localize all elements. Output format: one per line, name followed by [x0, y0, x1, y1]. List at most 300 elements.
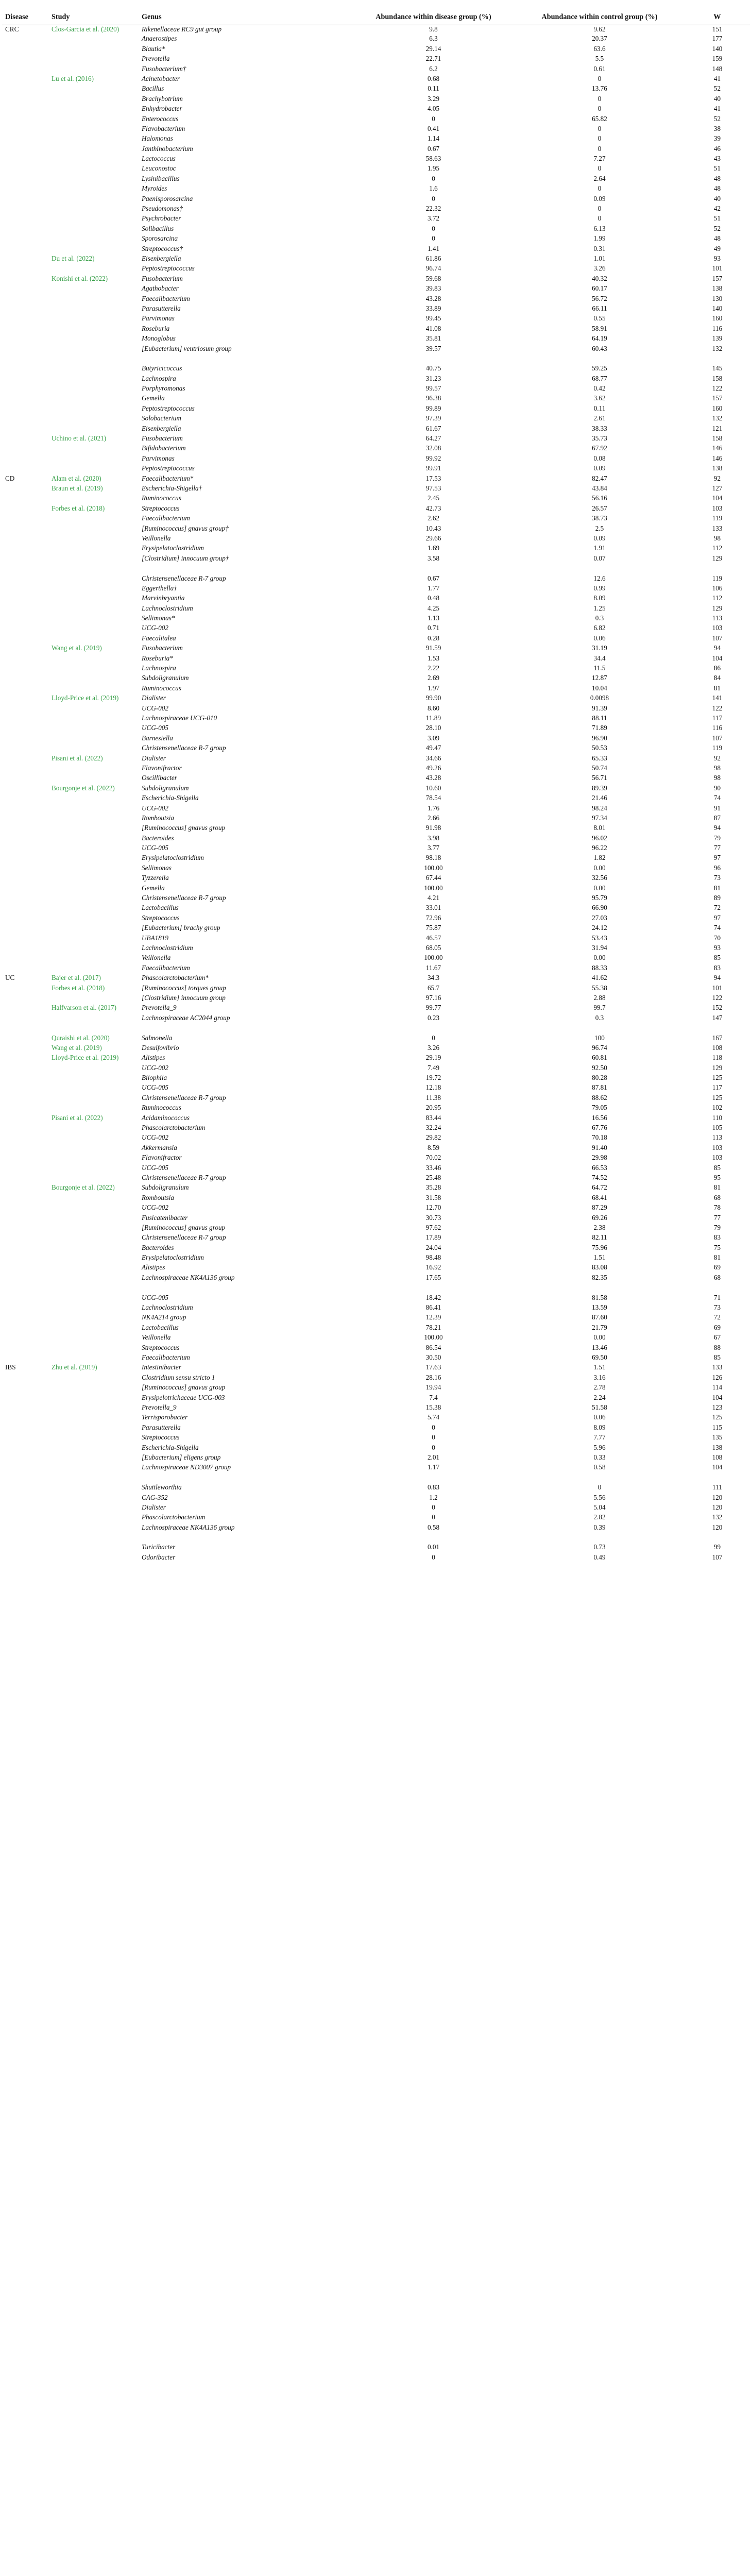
abundance-control-cell: 58.91 [592, 324, 607, 332]
disease-cell [2, 834, 48, 844]
disease-cell [2, 714, 48, 724]
header-disease: Disease [2, 4, 48, 25]
abundance-disease-cell: 4.05 [427, 105, 440, 113]
abundance-disease-cell: 17.65 [425, 1273, 441, 1281]
disease-cell [2, 724, 48, 734]
abundance-disease-cell: 17.53 [425, 474, 441, 482]
table-row [2, 694, 750, 704]
abundance-control-cell: 43.84 [592, 484, 607, 492]
w-statistic-cell: 93 [713, 254, 721, 262]
abundance-control-cell: 0.42 [593, 384, 606, 393]
study-cell [48, 844, 139, 854]
table-row [2, 245, 750, 255]
genus-cell: Romboutsia [142, 1193, 175, 1201]
abundance-disease-cell: 11.67 [425, 963, 441, 972]
abundance-disease-cell: 7.4 [429, 1393, 438, 1401]
disease-cell [2, 1144, 48, 1154]
disease-cell [2, 84, 48, 94]
abundance-control-cell: 13.59 [592, 1303, 607, 1312]
table-row [2, 1174, 750, 1183]
disease-cell [2, 954, 48, 963]
abundance-control-cell: 91.39 [592, 704, 607, 712]
w-statistic-cell: 138 [712, 284, 723, 293]
genus-cell: Fusobacterium [142, 644, 183, 652]
table-row [2, 1253, 750, 1263]
abundance-disease-cell: 0 [432, 1443, 435, 1451]
w-statistic-cell: 105 [712, 1124, 723, 1132]
abundance-disease-cell: 24.04 [425, 1243, 441, 1251]
genus-cell: [Ruminococcus] gnavus group [142, 1223, 226, 1231]
abundance-control-cell: 34.4 [593, 654, 606, 662]
abundance-disease-cell: 68.05 [425, 943, 441, 952]
disease-cell [2, 404, 48, 414]
abundance-disease-cell: 99.57 [425, 384, 441, 393]
abundance-disease-cell: 3.26 [427, 1043, 440, 1052]
study-cell: Braun et al. (2019) [52, 484, 103, 492]
table-row [2, 1494, 750, 1503]
abundance-control-cell: 95.79 [592, 894, 607, 902]
abundance-control-cell: 59.25 [592, 364, 607, 372]
disease-cell [2, 644, 48, 654]
genus-cell: Anaerostipes [142, 35, 177, 43]
genus-cell: Brachybotrium [142, 94, 183, 103]
study-cell [48, 674, 139, 684]
table-row [2, 1363, 750, 1373]
genus-cell: Streptococcus [142, 504, 180, 512]
table-row [2, 125, 750, 134]
abundance-disease-cell: 99.77 [425, 1004, 441, 1012]
study-cell [48, 394, 139, 404]
table-row [2, 1503, 750, 1513]
abundance-disease-cell: 99.45 [425, 314, 441, 323]
genus-cell: Lachnospira [142, 664, 176, 672]
abundance-control-cell: 21.79 [592, 1323, 607, 1331]
abundance-disease-cell: 99.89 [425, 404, 441, 412]
study-cell [48, 1164, 139, 1174]
abundance-disease-cell: 0.28 [427, 634, 440, 642]
genus-cell: [Ruminococcus] gnavus group† [142, 524, 229, 532]
abundance-disease-cell: 20.95 [425, 1104, 441, 1112]
table-row [2, 1394, 750, 1403]
disease-cell [2, 854, 48, 863]
genus-cell: Prevotella_9 [142, 1403, 177, 1411]
abundance-disease-cell: 7.49 [427, 1063, 440, 1072]
w-statistic-cell: 151 [712, 25, 723, 33]
abundance-disease-cell: 39.57 [425, 344, 441, 352]
w-statistic-cell: 40 [713, 94, 721, 103]
abundance-disease-cell: 99.92 [425, 454, 441, 462]
study-cell [48, 864, 139, 874]
abundance-disease-cell: 22.32 [425, 205, 441, 213]
disease-cell [2, 694, 48, 704]
study-cell [48, 1383, 139, 1393]
abundance-control-cell: 0.58 [593, 1463, 606, 1471]
abundance-control-cell: 6.82 [593, 624, 606, 632]
genus-cell: [Ruminococcus] torques group [142, 984, 226, 992]
study-cell [48, 84, 139, 94]
genus-cell: UCG-002 [142, 1133, 169, 1142]
w-statistic-cell: 94 [713, 644, 721, 652]
w-statistic-cell: 129 [712, 1063, 723, 1072]
table-row [2, 634, 750, 644]
abundance-control-cell: 0.07 [593, 554, 606, 562]
genus-cell: Bacteroides [142, 834, 174, 842]
genus-cell: Paenisporosarcina [142, 194, 193, 202]
disease-cell [2, 434, 48, 444]
abundance-control-cell: 0 [597, 74, 602, 82]
disease-cell [2, 1274, 48, 1294]
study-cell [48, 914, 139, 924]
abundance-control-cell: 38.73 [592, 514, 607, 522]
w-statistic-cell: 41 [713, 105, 721, 113]
genus-cell: UCG-005 [142, 844, 169, 852]
abundance-disease-cell: 58.63 [425, 155, 441, 163]
genus-cell: Erysipelatoclostridium [142, 544, 204, 552]
study-cell: Halfvarson et al. (2017) [52, 1004, 116, 1012]
study-cell [48, 874, 139, 884]
table-row [2, 854, 750, 863]
study-cell [48, 1244, 139, 1253]
table-row [2, 1523, 750, 1544]
w-statistic-cell: 112 [712, 544, 723, 552]
abundance-disease-cell: 1.17 [427, 1463, 440, 1471]
abundance-disease-cell: 75.87 [425, 924, 441, 932]
genus-cell: Lachnoclostridium [142, 943, 193, 952]
w-statistic-cell: 118 [712, 1054, 723, 1062]
study-cell: Wang et al. (2019) [52, 644, 102, 652]
disease-cell [2, 734, 48, 744]
table-row [2, 914, 750, 924]
table-row [2, 145, 750, 155]
w-statistic-cell: 41 [713, 74, 721, 82]
genus-cell: Parvimonas [142, 454, 175, 462]
abundance-control-cell: 2.38 [593, 1223, 606, 1231]
abundance-disease-cell: 91.59 [425, 644, 441, 652]
study-cell [48, 145, 139, 155]
w-statistic-cell: 129 [712, 604, 723, 612]
study-cell [48, 964, 139, 974]
study-cell [48, 544, 139, 554]
genus-cell: UCG-005 [142, 1083, 169, 1092]
genus-cell: Acidaminococcus [142, 1113, 190, 1122]
study-cell [48, 614, 139, 624]
disease-cell [2, 1294, 48, 1303]
abundance-disease-cell: 6.3 [429, 35, 438, 43]
study-cell [48, 574, 139, 584]
study-cell [48, 175, 139, 184]
genus-cell: Lachnospiraceae UCG-010 [142, 714, 217, 722]
genus-cell: Odoribacter [142, 1553, 176, 1561]
abundance-control-cell: 9.62 [593, 25, 606, 33]
w-statistic-cell: 49 [713, 244, 721, 252]
abundance-disease-cell: 17.63 [425, 1363, 441, 1371]
abundance-control-cell: 1.01 [593, 254, 606, 262]
table-row [2, 425, 750, 434]
abundance-disease-cell: 3.09 [427, 734, 440, 742]
table-row [2, 644, 750, 654]
w-statistic-cell: 81 [713, 684, 721, 692]
w-statistic-cell: 138 [712, 1443, 723, 1451]
study-cell: Uchino et al. (2021) [52, 434, 107, 443]
abundance-disease-cell: 0.83 [427, 1483, 440, 1492]
table-row [2, 534, 750, 544]
abundance-control-cell: 0 [597, 124, 602, 132]
w-statistic-cell: 110 [712, 1113, 723, 1122]
table-row [2, 934, 750, 944]
w-statistic-cell: 85 [713, 954, 721, 962]
abundance-disease-cell: 42.73 [425, 504, 441, 512]
w-statistic-cell: 119 [712, 744, 723, 752]
genus-cell: Bilophila [142, 1074, 167, 1082]
table-row [2, 1553, 750, 1563]
abundance-disease-cell: 0.58 [427, 1523, 440, 1531]
w-statistic-cell: 115 [712, 1423, 723, 1431]
disease-cell [2, 1064, 48, 1074]
abundance-control-cell: 0.06 [593, 634, 606, 642]
abundance-disease-cell: 83.44 [425, 1113, 441, 1122]
w-statistic-cell: 167 [712, 1033, 723, 1042]
genus-cell: Alistipes [142, 1054, 165, 1062]
disease-cell [2, 774, 48, 784]
w-statistic-cell: 132 [712, 344, 723, 352]
genus-cell: Romboutsia [142, 814, 175, 822]
genus-cell: UCG-005 [142, 1293, 169, 1301]
table-row [2, 1274, 750, 1294]
genus-cell: Alistipes [142, 1263, 165, 1272]
study-cell [48, 125, 139, 134]
study-cell [48, 944, 139, 954]
abundance-control-cell: 0.00 [593, 1333, 606, 1342]
genus-cell: Christensenellaceae R-7 group [142, 894, 226, 902]
abundance-disease-cell: 0.23 [427, 1013, 440, 1022]
abundance-disease-cell: 0 [432, 174, 435, 182]
w-statistic-cell: 123 [712, 1403, 723, 1411]
genus-cell: Subdoligranulum [142, 674, 189, 682]
disease-cell [2, 375, 48, 384]
genus-cell: [Eubacterium] eligens group [142, 1453, 221, 1461]
study-cell: Pisani et al. (2022) [52, 754, 103, 762]
study-cell [48, 1224, 139, 1233]
study-cell [48, 205, 139, 214]
genus-cell: Shuttleworthia [142, 1483, 182, 1492]
table-row [2, 414, 750, 424]
header-abundance-disease: Abundance within disease group (%) [352, 4, 515, 25]
disease-cell: CRC [5, 25, 19, 33]
abundance-control-cell: 81.58 [592, 1293, 607, 1301]
table-row [2, 375, 750, 384]
study-cell [48, 624, 139, 634]
genus-cell: Prevotella_9 [142, 1004, 177, 1012]
abundance-control-cell: 32.56 [592, 874, 607, 882]
disease-cell [2, 1433, 48, 1443]
study-cell: Quraishi et al. (2020) [52, 1033, 110, 1042]
w-statistic-cell: 70 [713, 934, 721, 942]
abundance-control-cell: 100 [594, 1033, 605, 1042]
abundance-disease-cell: 0 [432, 234, 435, 243]
disease-cell [2, 245, 48, 255]
abundance-disease-cell: 4.25 [427, 604, 440, 612]
disease-cell [2, 1423, 48, 1433]
genus-cell: Lactococcus [142, 155, 176, 163]
disease-cell [2, 1483, 48, 1493]
genus-cell: Lachnospiraceae ND3007 group [142, 1463, 231, 1471]
table-row [2, 604, 750, 614]
table-row [2, 964, 750, 974]
w-statistic-cell: 158 [712, 374, 723, 382]
genus-cell: Lysinibacillus [142, 174, 180, 182]
disease-cell [2, 255, 48, 264]
table-row [2, 45, 750, 55]
genus-cell: Oscillibacter [142, 774, 177, 782]
w-statistic-cell: 93 [713, 943, 721, 952]
genus-cell: Dialister [142, 1503, 166, 1511]
study-cell [48, 554, 139, 574]
w-statistic-cell: 148 [712, 64, 723, 73]
study-cell: Wang et al. (2019) [52, 1043, 102, 1052]
disease-cell [2, 164, 48, 174]
w-statistic-cell: 146 [712, 454, 723, 462]
abundance-control-cell: 21.46 [592, 794, 607, 802]
abundance-disease-cell: 1.77 [427, 584, 440, 592]
table-row [2, 444, 750, 454]
study-cell [48, 894, 139, 904]
disease-cell [2, 364, 48, 374]
w-statistic-cell: 140 [712, 44, 723, 53]
genus-cell: Streptococcus [142, 1343, 180, 1351]
table-row [2, 524, 750, 534]
disease-cell: IBS [5, 1363, 16, 1371]
abundance-control-cell: 74.52 [592, 1173, 607, 1181]
abundance-disease-cell: 33.89 [425, 304, 441, 312]
w-statistic-cell: 52 [713, 224, 721, 232]
study-cell [48, 225, 139, 234]
study-cell [48, 1433, 139, 1443]
abundance-disease-cell: 12.70 [425, 1204, 441, 1212]
w-statistic-cell: 51 [713, 164, 721, 173]
abundance-disease-cell: 40.75 [425, 364, 441, 372]
abundance-control-cell: 96.74 [592, 1043, 607, 1052]
abundance-control-cell: 89.39 [592, 784, 607, 792]
w-statistic-cell: 94 [713, 974, 721, 982]
genus-cell: Escherichia-Shigella† [142, 484, 202, 492]
abundance-disease-cell: 100.00 [424, 884, 443, 892]
table-row [2, 794, 750, 804]
abundance-disease-cell: 30.50 [425, 1353, 441, 1362]
abundance-disease-cell: 2.01 [427, 1453, 440, 1461]
disease-cell [2, 484, 48, 494]
abundance-control-cell: 99.7 [593, 1004, 606, 1012]
abundance-control-cell: 31.19 [592, 644, 607, 652]
disease-cell [2, 1444, 48, 1453]
header-genus: Genus [139, 4, 352, 25]
abundance-control-cell: 91.40 [592, 1143, 607, 1151]
table-row [2, 884, 750, 894]
w-statistic-cell: 132 [712, 414, 723, 422]
disease-cell [2, 35, 48, 44]
w-statistic-cell: 81 [713, 1253, 721, 1262]
table-row [2, 624, 750, 634]
genus-cell: Phascolarctobacterium [142, 1124, 206, 1132]
genus-cell: Butyricicoccus [142, 364, 182, 372]
w-statistic-cell: 126 [712, 1373, 723, 1381]
table-row [2, 1224, 750, 1233]
w-statistic-cell: 67 [713, 1333, 721, 1342]
genus-cell: Lachnoclostridium [142, 1303, 193, 1312]
table-row [2, 35, 750, 44]
table-row [2, 134, 750, 144]
study-cell [48, 1344, 139, 1353]
study-cell [48, 1523, 139, 1544]
table-row [2, 1004, 750, 1013]
abundance-control-cell: 51.58 [592, 1403, 607, 1411]
study-cell [48, 994, 139, 1004]
genus-cell: Lachnospiraceae NK4A136 group [142, 1273, 235, 1281]
w-statistic-cell: 39 [713, 134, 721, 143]
genus-cell: Peptostreptococcus [142, 264, 195, 273]
study-cell [48, 934, 139, 944]
w-statistic-cell: 145 [712, 364, 723, 372]
study-cell [48, 1553, 139, 1563]
genus-cell: Rikenellaceae RC9 gut group [142, 25, 222, 33]
abundance-control-cell: 56.71 [592, 774, 607, 782]
w-statistic-cell: 84 [713, 674, 721, 682]
genus-cell: Prevotella [142, 55, 170, 63]
w-statistic-cell: 120 [712, 1523, 723, 1531]
study-cell [48, 164, 139, 174]
table-row [2, 764, 750, 774]
w-statistic-cell: 177 [712, 35, 723, 43]
w-statistic-cell: 138 [712, 464, 723, 472]
disease-cell [2, 65, 48, 75]
disease-cell [2, 744, 48, 754]
disease-cell [2, 384, 48, 394]
study-cell [48, 264, 139, 274]
table-row [2, 1054, 750, 1063]
w-statistic-cell: 157 [712, 394, 723, 402]
genus-cell: Sellimonas* [142, 614, 175, 622]
abundance-disease-cell: 9.8 [429, 25, 438, 33]
disease-cell [2, 1253, 48, 1263]
study-cell [48, 774, 139, 784]
table-row [2, 474, 750, 484]
genus-cell: Leuconostoc [142, 164, 176, 173]
genus-cell: Blautia* [142, 44, 165, 53]
study-cell [48, 334, 139, 344]
genus-cell: Salmonella [142, 1033, 173, 1042]
abundance-control-cell: 88.62 [592, 1093, 607, 1101]
study-cell [48, 714, 139, 724]
abundance-control-cell: 0.55 [593, 314, 606, 323]
w-statistic-cell: 119 [712, 574, 723, 582]
abundance-control-cell: 66.11 [592, 304, 607, 312]
table-row [2, 1433, 750, 1443]
table-row [2, 844, 750, 854]
study-cell [48, 1124, 139, 1133]
study-cell [48, 1263, 139, 1273]
table-row [2, 1513, 750, 1523]
study-cell [48, 1014, 139, 1034]
table-row [2, 1383, 750, 1393]
study-cell [48, 1513, 139, 1523]
w-statistic-cell: 48 [713, 234, 721, 243]
w-statistic-cell: 71 [713, 1293, 721, 1301]
w-statistic-cell: 86 [713, 664, 721, 672]
study-cell: Lloyd-Price et al. (2019) [52, 1054, 119, 1062]
w-statistic-cell: 112 [712, 594, 723, 602]
genus-cell: Fusobacterium† [142, 64, 186, 73]
disease-cell [2, 494, 48, 504]
w-statistic-cell: 122 [712, 384, 723, 393]
